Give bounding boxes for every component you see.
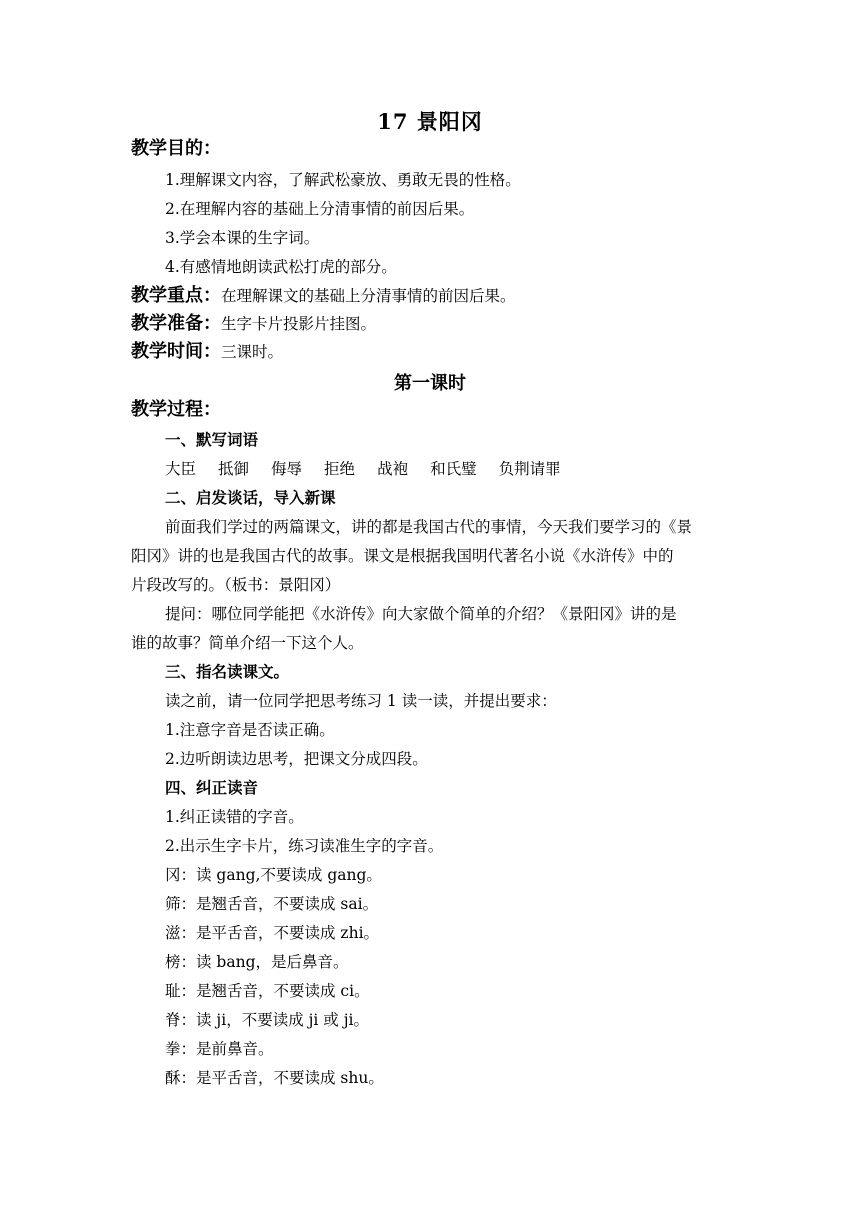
process-heading: 教学过程： (131, 399, 221, 420)
vocab-word: 侮辱 (271, 460, 303, 478)
intro-para-line-3: 片段改写的。（板书：景阳冈） (131, 576, 341, 594)
focus-value: 在理解课文的基础上分清事情的前因后果。 (221, 287, 516, 305)
focus-row (131, 284, 516, 308)
vocab-word: 负荆请罪 (498, 460, 561, 478)
pronunciation-note: 筛：是翘舌音，不要读成 sai。 (165, 895, 379, 913)
section3-line-2: 1.注意字音是否读正确。 (165, 721, 335, 739)
question-para-line-1: 提问：哪位同学能把《水浒传》向大家做个简单的介绍？《景阳冈》讲的是 (165, 605, 677, 623)
pronunciation-note: 榜：读 bang，是后鼻音。 (165, 953, 349, 971)
pronunciation-note: 酥：是平舌音，不要读成 shu。 (165, 1069, 384, 1087)
prep-row (131, 312, 376, 336)
focus-label: 教学重点： (131, 285, 221, 306)
vocab-word: 和氏璧 (430, 460, 477, 478)
section4-heading: 四、纠正读音 (165, 778, 259, 797)
pronunciation-note: 耻：是翘舌音，不要读成 ci。 (165, 982, 370, 1000)
question-para-line-2: 谁的故事？简单介绍一下这个人。 (131, 634, 364, 652)
lesson-title: 第一课时 (394, 373, 466, 394)
pronunciation-note: 脊：读 ji，不要读成 ji 或 ji。 (165, 1011, 369, 1029)
section3-line-3: 2.边听朗读边思考，把课文分成四段。 (165, 750, 428, 768)
vocab-list (165, 459, 583, 479)
vocab-word: 大臣 (165, 460, 197, 478)
prep-value: 生字卡片投影片挂图。 (221, 315, 377, 333)
pronunciation-note: 滋：是平舌音，不要读成 zhi。 (165, 924, 380, 942)
objectives-heading: 教学目的： (131, 138, 221, 159)
intro-para-line-2: 阳冈》讲的也是我国古代的故事。课文是根据我国明代著名小说《水浒传》中的 (131, 547, 674, 565)
objective-item-1: 1.理解课文内容，了解武松豪放、勇敢无畏的性格。 (165, 171, 521, 189)
prep-label: 教学准备： (131, 313, 221, 334)
time-label: 教学时间： (131, 341, 221, 362)
section2-heading: 二、启发谈话，导入新课 (165, 488, 336, 507)
vocab-word: 拒绝 (324, 460, 356, 478)
vocab-word: 战袍 (377, 460, 409, 478)
pronunciation-note: 拳：是前鼻音。 (165, 1040, 274, 1058)
section4-line: 1.纠正读错的字音。 (165, 808, 304, 826)
vocab-word: 抵御 (218, 460, 250, 478)
section3-line-1: 读之前，请一位同学把思考练习 1 读一读，并提出要求： (165, 692, 557, 710)
section4-line: 2.出示生字卡片，练习读准生字的字音。 (165, 837, 444, 855)
time-value: 三课时。 (221, 343, 284, 361)
objective-item-4: 4.有感情地朗读武松打虎的部分。 (165, 258, 397, 276)
objective-item-2: 2.在理解内容的基础上分清事情的前因后果。 (165, 200, 475, 218)
pronunciation-note: 冈：读 gang,不要读成 gang。 (165, 866, 382, 884)
section3-heading: 三、指名读课文。 (165, 662, 290, 681)
page-title: 17 景阳冈 (377, 109, 483, 134)
time-row (131, 340, 283, 364)
section1-heading: 一、默写词语 (165, 430, 259, 449)
intro-para-line-1: 前面我们学过的两篇课文，讲的都是我国古代的事情，今天我们要学习的《景 (165, 518, 693, 536)
objective-item-3: 3.学会本课的生字词。 (165, 229, 320, 247)
